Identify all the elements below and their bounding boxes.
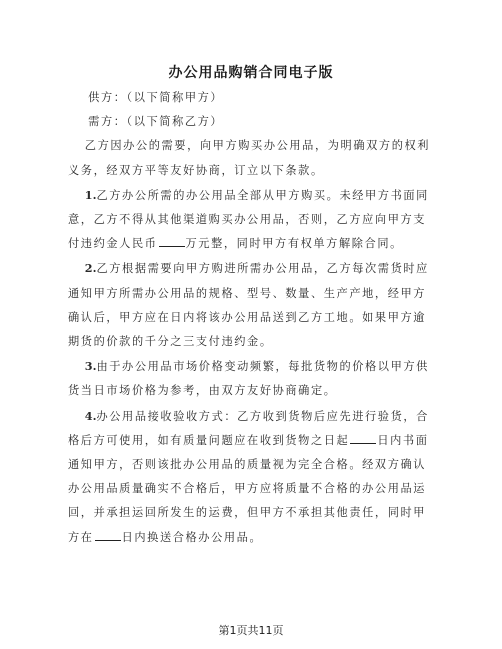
party-b-line: 需方：（以下简称乙方） bbox=[88, 115, 224, 129]
clause-2-number: 2. bbox=[84, 261, 97, 276]
clause-1-number: 1. bbox=[84, 187, 97, 202]
clause-4-paragraph bbox=[68, 404, 436, 550]
page-footer: 第1页共11页 bbox=[218, 624, 284, 637]
clause-3-paragraph bbox=[68, 354, 436, 403]
clause-1-text-after: 万元整，同时甲方有权单方解除合同。 bbox=[185, 237, 403, 251]
clause-4-blank-1 bbox=[350, 432, 376, 444]
document-body bbox=[68, 86, 436, 550]
clause-1-paragraph bbox=[68, 183, 436, 257]
clause-4-number: 4. bbox=[84, 408, 97, 423]
clause-3-text: 由于办公用品市场价格变动频繁，每批货物的价格以甲方供货当日市场价格为参考，由双方友好协商确定。 bbox=[68, 360, 429, 398]
clause-2-text: 乙方根据需要向甲方购进所需办公用品，乙方每次需货时应通知甲方所需办公用品的规格、型号、数量、生产产地，经甲方确认后，甲方应在日内将该办公用品送到乙方工地。如果甲方逾期货的价款的千分之三支付违约金。 bbox=[68, 262, 429, 349]
clause-4-text-part3: 日内换送合格办公用品。 bbox=[121, 530, 263, 544]
intro-paragraph: 乙方因办公的需要，向甲方购买办公用品，为明确双方的权利义务，经双方平等友好协商，订立以下条款。 bbox=[68, 139, 431, 177]
document-title: 办公用品购销合同电子版 bbox=[168, 65, 334, 81]
clause-4-blank-2 bbox=[95, 529, 121, 541]
clause-1-blank bbox=[159, 235, 185, 247]
clause-3-number: 3. bbox=[84, 359, 97, 374]
clause-2-paragraph bbox=[68, 256, 436, 354]
clause-4-text-part1: 办公用品接收验收方式：乙方收到货物后应先进行验货，合格后方可使用，如有质量问题应在收到货物之日起 bbox=[68, 409, 429, 447]
party-a-line: 供方：（以下简称甲方） bbox=[88, 91, 224, 104]
clause-4-text-part2: 日内书面通知甲方，否则该批办公用品的质量视为完全合格。经双方确认办公用品质量确实不合格后，甲方应将质量不合格的办公用品运回，并承担运回所发生的运费，但甲方不承担其他责任，同时甲方在 bbox=[68, 433, 429, 544]
clause-1-text-before: 乙方办公所需的办公用品全部从甲方购买。未经甲方书面同意，乙方不得从其他渠道购买办公用品，否则，乙方应向甲方支付违约金人民币 bbox=[68, 188, 429, 251]
